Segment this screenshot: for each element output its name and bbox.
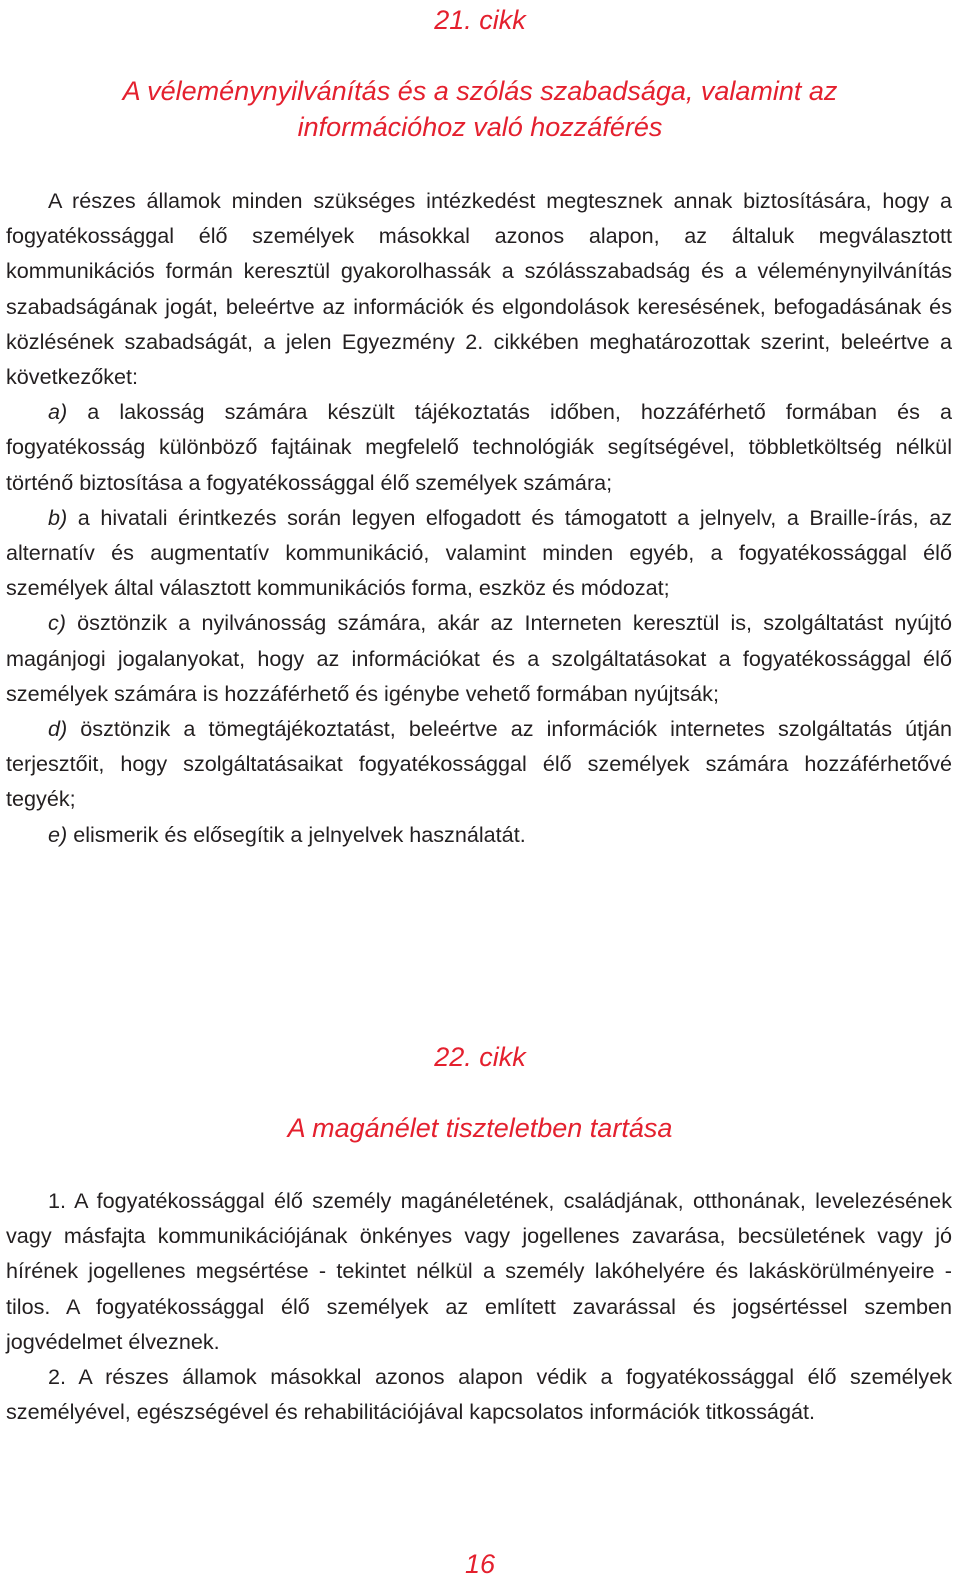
item-text: ösztönzik a nyilvánosság számára, akár az Interneten keresztül is, szolgáltatást nyújtó magánjogi jogalanyokat, hogy az információkat és a szolgáltatásokat a fogyatékossággal élő személyek számára is hozzáférhető és igénybe vehető formában nyújtsák; [6,610,952,706]
item-text: a lakosság számára készült tájékoztatás időben, hozzáférhető formában és a fogyatékosság különböző fajtáinak megfelelő technológiák segítségével, többletköltség nélkül történő biztosítása a fogyatékossággal élő személyek számára; [6,399,952,495]
article-21-item-c [6,605,952,711]
article-22-body [6,1183,952,1429]
article-21-body [6,183,952,852]
article-21-item-d [6,711,952,817]
item-label: b) [48,504,68,530]
item-label: c) [48,610,66,636]
article-21-title-line-2: információhoz való hozzáférés [297,112,663,142]
item-label: d) [48,716,68,742]
item-text: elismerik és elősegítik a jelnyelvek használatát. [67,821,526,847]
article-22-paragraph-2: 2. A részes államok másokkal azonos alapon védik a fogyatékossággal élő személyek személyével, egészségével és rehabilitációjával kapcsolatos információk titkosságát. [6,1364,952,1425]
item-text: a hivatali érintkezés során legyen elfogadott és támogatott a jelnyelv, a Braille-írás, az alternatív és augmentatív kommunikáció, valamint minden egyéb, a fogyatékossággal élő személyek által választott kommunikációs forma, eszköz és módozat; [6,504,952,601]
article-21-number: 21. cikk [434,5,526,35]
item-label: e) [48,821,68,847]
article-21-title [60,73,900,145]
article-21-item-b [6,500,952,606]
article-22-number: 22. cikk [434,1042,526,1072]
item-label: a) [48,399,68,425]
item-text: ösztönzik a tömegtájékoztatást, beleértve az információk internetes szolgáltatás útján terjesztőit, hogy szolgáltatásaikat fogyatékossággal élő személyek számára hozzáférhetővé tegyék; [6,716,952,812]
article-21-title-line-1: A véleménynyilvánítás és a szólás szabadsága, valamint az [122,76,838,106]
article-22-paragraph-1: 1. A fogyatékossággal élő személy magánéletének, családjának, otthonának, levelezésének vagy másfajta kommunikációjának önkényes vagy jogellenes zavarása, becsületének vagy jó hírének jogellenes megsértése - tekintet nélkül a személy lakóhelyére és lakáskörülményeire - tilos. A fogyatékossággal élő személyek az említett zavarással és jogsértéssel szemben jogvédelmet élveznek. [6,1188,952,1354]
article-21-intro: A részes államok minden szükséges intézkedést megtesznek annak biztosítására, hogy a fogyatékossággal élő személyek másokkal azonos alapon, az általuk megválasztott kommunikációs formán keresztül gyakorolhassák a szólásszabadság és a véleménynyilvánítás szabadságának jogát, beleértve az információk és elgondolások keresésének, befogadásának és közlésének szabadságát, a jelen Egyezmény 2. cikkében meghatározottak szerint, beleértve a következőket: [6,188,952,390]
page-number: 16 [464,1549,496,1579]
article-22-title: A magánélet tiszteletben tartása [287,1113,673,1143]
article-21-item-a [6,394,952,500]
article-21-item-e [6,817,952,852]
